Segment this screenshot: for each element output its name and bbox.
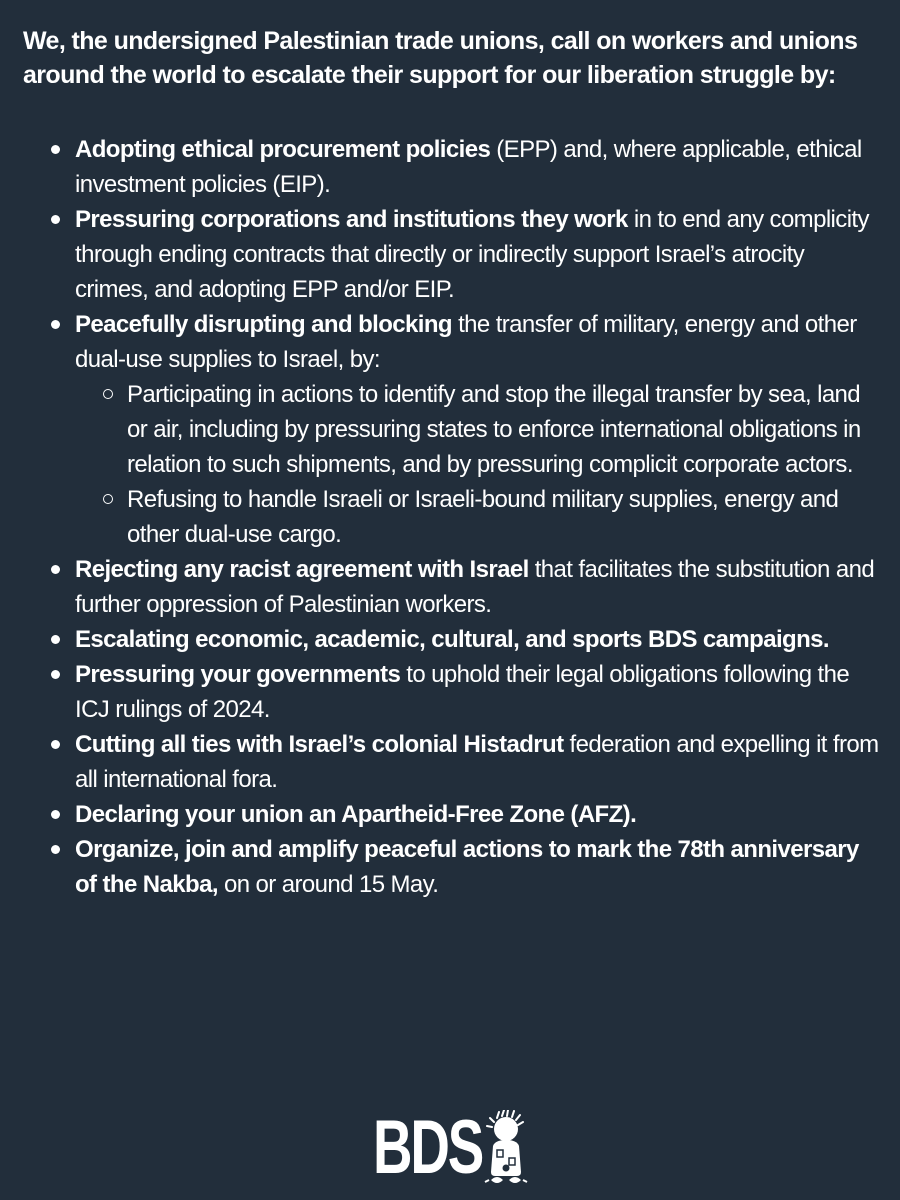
list-item [23,132,883,202]
sub-item-text: Refusing to handle Israeli or Israeli-bound military supplies, energy and other dual-use cargo. [127,486,839,548]
item-bold-text: Adopting ethical procurement policies [75,136,491,163]
statement-document [23,24,883,902]
item-text: to uphold their legal obligations following the ICJ rulings of 2024. [75,661,850,723]
bullet-icon [51,565,60,574]
hollow-bullet-icon [103,389,113,399]
item-text: (EPP) and, where applicable, ethical investment policies (EIP). [75,136,862,198]
item-text: on or around 15 May. [217,871,439,898]
sub-list-item [75,482,883,552]
item-bold-text: Peacefully disrupting and blocking [75,311,452,338]
item-text: that facilitates the substitution and further oppression of Palestinian workers. [75,556,875,618]
list-item [23,657,883,727]
list-item [23,202,883,307]
item-bold-text: Pressuring corporations and institutions they work [75,206,628,233]
bullet-icon [51,810,60,819]
list-item [23,727,883,797]
sub-item-text: Participating in actions to identify and stop the illegal transfer by sea, land or air, including by pressuring states to enforce international obligations in relation to such shipments, and by pressuring complicit corporate actors. [127,381,861,478]
bullet-icon [51,845,60,854]
item-bold-text: Declaring your union an Apartheid-Free Zone (AFZ). [75,801,637,828]
sub-list [75,377,883,552]
list-item [23,797,883,832]
list-item [23,832,883,902]
bullet-icon [51,635,60,644]
handala-figure-icon [483,1110,529,1186]
item-bold-text: Rejecting any racist agreement with Israel [75,556,529,583]
bullet-icon [51,215,60,224]
hollow-bullet-icon [103,494,113,504]
bullet-icon [51,320,60,329]
sub-list-item [75,377,883,482]
item-text: federation and expelling it from all international fora. [75,731,879,793]
intro-paragraph: We, the undersigned Palestinian trade unions, call on workers and unions around the world to escalate their support for our liberation struggle by: [23,27,858,89]
bullet-icon [51,670,60,679]
list-item [23,552,883,622]
item-text: in to end any complicity through ending contracts that directly or indirectly support Israel’s atrocity crimes, and adopting EPP and/or EIP. [75,206,869,303]
item-bold-text: Organize, join and amplify peaceful actions to mark the 78th anniversary of the Nakba, [75,836,859,898]
bullet-icon [51,145,60,154]
item-bold-text: Pressuring your governments [75,661,401,688]
bullet-icon [51,740,60,749]
demands-list [23,132,883,902]
list-item [23,307,883,552]
bds-logo [373,1105,533,1190]
item-text: the transfer of military, energy and other dual-use supplies to Israel, by: [75,311,857,373]
item-bold-text: Escalating economic, academic, cultural, and sports BDS campaigns. [75,626,829,653]
item-bold-text: Cutting all ties with Israel’s colonial Histadrut [75,731,564,758]
logo-text: BDS [373,1105,483,1190]
list-item [23,622,883,657]
